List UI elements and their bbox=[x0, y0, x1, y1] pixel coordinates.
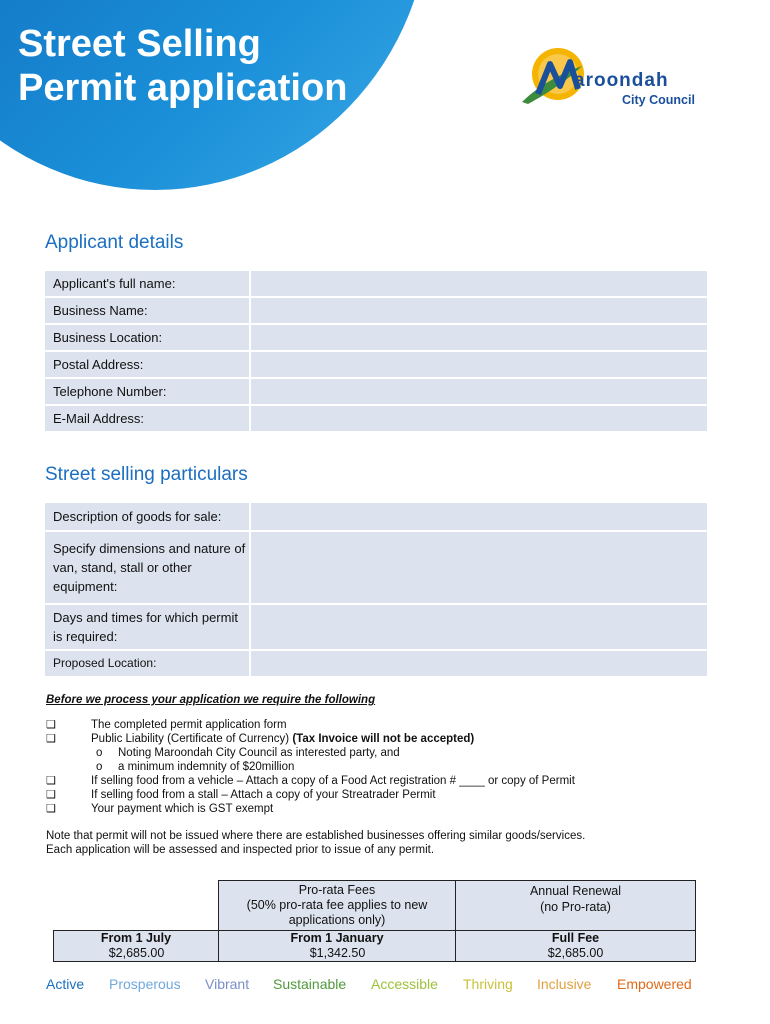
proposed-location-row bbox=[45, 651, 707, 676]
logo-subtitle: City Council bbox=[622, 93, 695, 107]
note-line: Note that permit will not be issued where there are established businesses offering similar goods/services. bbox=[46, 830, 586, 842]
requirement-item bbox=[46, 774, 726, 788]
page-title bbox=[18, 22, 347, 110]
footer-value: Vibrant bbox=[205, 976, 250, 992]
business-location-label: Business Location: bbox=[45, 325, 249, 350]
equipment-row bbox=[45, 532, 707, 603]
checkbox-icon[interactable]: ❑ bbox=[46, 733, 56, 745]
proposed-location-label: Proposed Location: bbox=[45, 651, 249, 676]
fees-table bbox=[53, 880, 696, 962]
col3-value: $2,685.00 bbox=[455, 946, 696, 962]
requirement-item bbox=[46, 788, 726, 802]
subitem-text: a minimum indemnity of $20million bbox=[118, 761, 295, 773]
page-title-line-1: Street Selling bbox=[18, 23, 261, 65]
proposed-location-field[interactable] bbox=[251, 651, 707, 676]
business-location-row bbox=[45, 325, 707, 350]
footer-value: Prosperous bbox=[109, 976, 181, 992]
requirement-item bbox=[46, 732, 726, 746]
footer-value: Empowered bbox=[617, 976, 692, 992]
assessment-note bbox=[46, 829, 585, 857]
days-times-row bbox=[45, 605, 707, 649]
applicant-name-field[interactable] bbox=[251, 271, 707, 296]
footer-value: Inclusive bbox=[537, 976, 592, 992]
equipment-label: Specify dimensions and nature of van, stand, stall or other equipment: bbox=[45, 532, 249, 603]
days-times-label: Days and times for which permit is required: bbox=[45, 605, 249, 649]
col1-label: From 1 July bbox=[53, 930, 219, 947]
goods-description-row bbox=[45, 503, 707, 530]
requirement-text: Your payment which is GST exempt bbox=[91, 803, 274, 815]
equipment-field[interactable] bbox=[251, 532, 707, 603]
goods-description-label: Description of goods for sale: bbox=[45, 503, 249, 530]
col3-label: Full Fee bbox=[455, 930, 696, 947]
requirements-checklist bbox=[46, 718, 726, 816]
renewal-header-line: (no Pro-rata) bbox=[540, 900, 611, 914]
bullet-icon: o bbox=[96, 761, 103, 773]
requirement-text: The completed permit application form bbox=[91, 719, 287, 731]
business-location-field[interactable] bbox=[251, 325, 707, 350]
requirement-subitem bbox=[46, 746, 726, 760]
page-title-line-2: Permit application bbox=[18, 67, 348, 109]
email-field[interactable] bbox=[251, 406, 707, 431]
postal-address-field[interactable] bbox=[251, 352, 707, 377]
postal-address-label: Postal Address: bbox=[45, 352, 249, 377]
particulars-form bbox=[45, 503, 707, 678]
bullet-icon: o bbox=[96, 747, 103, 759]
requirement-text: If selling food from a vehicle – Attach a copy of a Food Act registration # ____ or copy of Permit bbox=[91, 775, 575, 787]
col1-value: $2,685.00 bbox=[53, 946, 219, 962]
checkbox-icon[interactable]: ❑ bbox=[46, 775, 56, 787]
prorata-header-line: applications only) bbox=[288, 913, 386, 927]
col2-label: From 1 January bbox=[218, 930, 456, 947]
checkbox-icon[interactable]: ❑ bbox=[46, 719, 56, 731]
note-line: Each application will be assessed and inspected prior to issue of any permit. bbox=[46, 844, 435, 856]
email-label: E-Mail Address: bbox=[45, 406, 249, 431]
requirements-title: Before we process your application we require the following bbox=[46, 694, 376, 706]
checkbox-icon[interactable]: ❑ bbox=[46, 789, 56, 801]
checkbox-icon[interactable]: ❑ bbox=[46, 803, 56, 815]
applicant-name-label: Applicant's full name: bbox=[45, 271, 249, 296]
requirement-text: If selling food from a stall – Attach a copy of your Streatrader Permit bbox=[91, 789, 436, 801]
postal-address-row bbox=[45, 352, 707, 377]
renewal-header bbox=[455, 880, 696, 931]
requirement-item bbox=[46, 802, 726, 816]
requirement-subitem bbox=[46, 760, 726, 774]
email-row bbox=[45, 406, 707, 431]
requirement-text: Public Liability (Certificate of Currency) bbox=[91, 733, 293, 745]
footer-value: Active bbox=[46, 976, 85, 992]
business-name-field[interactable] bbox=[251, 298, 707, 323]
prorata-header-line: Pro-rata Fees bbox=[298, 883, 376, 897]
telephone-field[interactable] bbox=[251, 379, 707, 404]
days-times-field[interactable] bbox=[251, 605, 707, 649]
requirement-item bbox=[46, 718, 726, 732]
prorata-header bbox=[218, 880, 456, 931]
goods-description-field[interactable] bbox=[251, 503, 707, 530]
applicant-details-form bbox=[45, 271, 707, 433]
telephone-label: Telephone Number: bbox=[45, 379, 249, 404]
requirement-emphasis: (Tax Invoice will not be accepted) bbox=[292, 733, 475, 745]
subitem-text: Noting Maroondah City Council as interested party, and bbox=[118, 747, 400, 759]
footer-value: Thriving bbox=[463, 976, 513, 992]
telephone-row bbox=[45, 379, 707, 404]
logo-name: aroondah bbox=[574, 70, 669, 91]
business-name-label: Business Name: bbox=[45, 298, 249, 323]
particulars-heading: Street selling particulars bbox=[45, 464, 248, 485]
footer-value: Accessible bbox=[371, 976, 438, 992]
applicant-details-heading: Applicant details bbox=[45, 232, 184, 253]
col2-value: $1,342.50 bbox=[218, 946, 456, 962]
applicant-name-row bbox=[45, 271, 707, 296]
prorata-header-line: (50% pro-rata fee applies to new bbox=[246, 898, 428, 912]
business-name-row bbox=[45, 298, 707, 323]
footer-value: Sustainable bbox=[273, 976, 347, 992]
renewal-header-line: Annual Renewal bbox=[529, 884, 622, 898]
